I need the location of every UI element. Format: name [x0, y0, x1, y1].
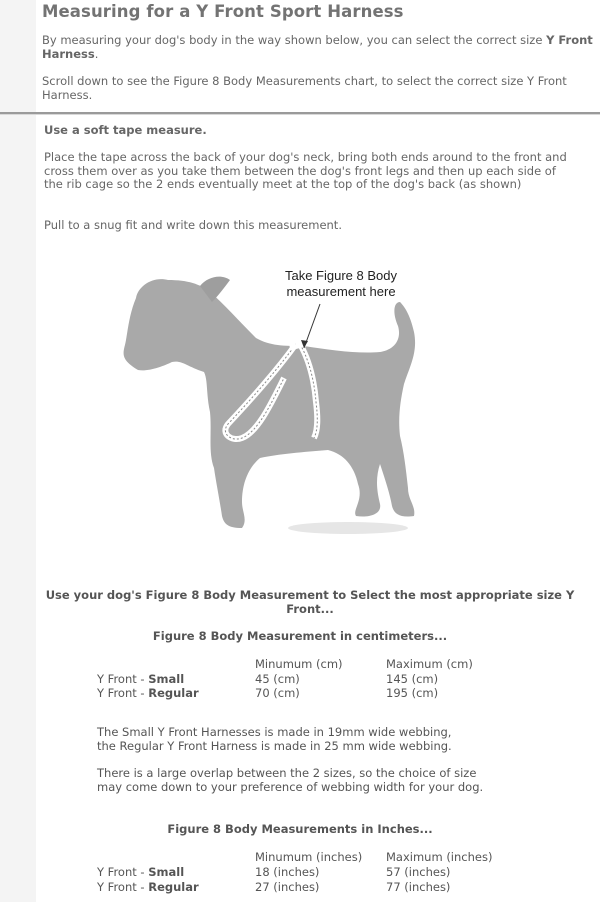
- page-title: Measuring for a Y Front Sport Harness: [42, 2, 404, 21]
- min-value: 45 (cm): [255, 671, 300, 686]
- cm-table-header: [97, 657, 517, 672]
- intro-paragraph-2: Scroll down to see the Figure 8 Body Measurements chart, to select the correct size Y Front Harness.: [42, 74, 567, 102]
- left-margin-strip: [0, 0, 36, 902]
- figure-callout-label: Take Figure 8 Body measurement here: [284, 268, 397, 299]
- table-row: [97, 880, 517, 895]
- in-col-max-header: Maximum (inches): [386, 850, 493, 864]
- size-name: Regular: [148, 880, 199, 894]
- cm-col-max-header: Maximum (cm): [386, 657, 473, 671]
- min-value: 27 (inches): [255, 880, 320, 894]
- in-table-header: [97, 850, 517, 865]
- size-label: [97, 865, 184, 880]
- cm-table-title: Figure 8 Body Measurement in centimeters...: [152, 629, 448, 643]
- webbing-note-line: The Small Y Front Harnesses is made in 19mm wide webbing,: [97, 725, 452, 739]
- webbing-note: [97, 726, 557, 794]
- webbing-note-line: the Regular Y Front Harness is made in 25 mm wide webbing.: [97, 738, 452, 753]
- intro-paragraph-1: [42, 34, 598, 61]
- size-name: Small: [148, 671, 185, 686]
- size-prefix: Y Front -: [97, 671, 149, 686]
- max-value: 77 (inches): [386, 880, 451, 894]
- in-table-title: Figure 8 Body Measurements in Inches...: [167, 822, 433, 836]
- size-label: [97, 880, 199, 895]
- instructions-step-1: Place the tape across the back of your dog's neck, bring both ends around to the front and cross them over as you take them between the dog's front legs and then up each side of the rib cage so the 2 ends eventually meet at the top of the dog's back (as shown): [44, 150, 567, 191]
- size-name: Small: [148, 865, 185, 879]
- section-divider-shadow: [0, 114, 600, 115]
- dog-measurement-figure: [108, 262, 468, 562]
- max-value: 195 (cm): [386, 686, 439, 700]
- instructions-heading: Use a soft tape measure.: [44, 123, 207, 137]
- size-prefix: Y Front -: [97, 880, 149, 894]
- intro-end: .: [94, 46, 99, 61]
- dog-silhouette-image: [108, 262, 468, 562]
- size-name: Regular: [148, 686, 199, 700]
- min-value: 70 (cm): [255, 686, 300, 700]
- webbing-note-line: There is a large overlap between the 2 sizes, so the choice of size: [97, 766, 477, 780]
- max-value: 57 (inches): [386, 865, 451, 879]
- table-row: [97, 686, 517, 701]
- in-table: [97, 850, 517, 895]
- size-label: [97, 672, 184, 687]
- size-label: [97, 686, 199, 701]
- cm-table: [97, 657, 517, 701]
- in-col-min-header: Minumum (inches): [255, 850, 363, 864]
- instructions-step-2: Pull to a snug fit and write down this measurement.: [44, 218, 342, 232]
- select-size-heading: Use your dog's Figure 8 Body Measurement to Select the most appropriate size Y Front...: [45, 588, 575, 616]
- table-row: [97, 672, 517, 687]
- dog-shadow-shape: [288, 522, 408, 534]
- size-prefix: Y Front -: [97, 686, 149, 700]
- table-row: [97, 865, 517, 880]
- intro-text: By measuring your dog's body in the way shown below, you can select the correct size: [42, 33, 547, 47]
- intro-product-name: Y Front Harness: [42, 33, 593, 61]
- max-value: 145 (cm): [386, 671, 439, 686]
- cm-col-min-header: Minumum (cm): [255, 657, 343, 671]
- size-prefix: Y Front -: [97, 865, 149, 879]
- min-value: 18 (inches): [255, 865, 320, 879]
- webbing-note-line: may come down to your preference of webbing width for your dog.: [97, 779, 484, 794]
